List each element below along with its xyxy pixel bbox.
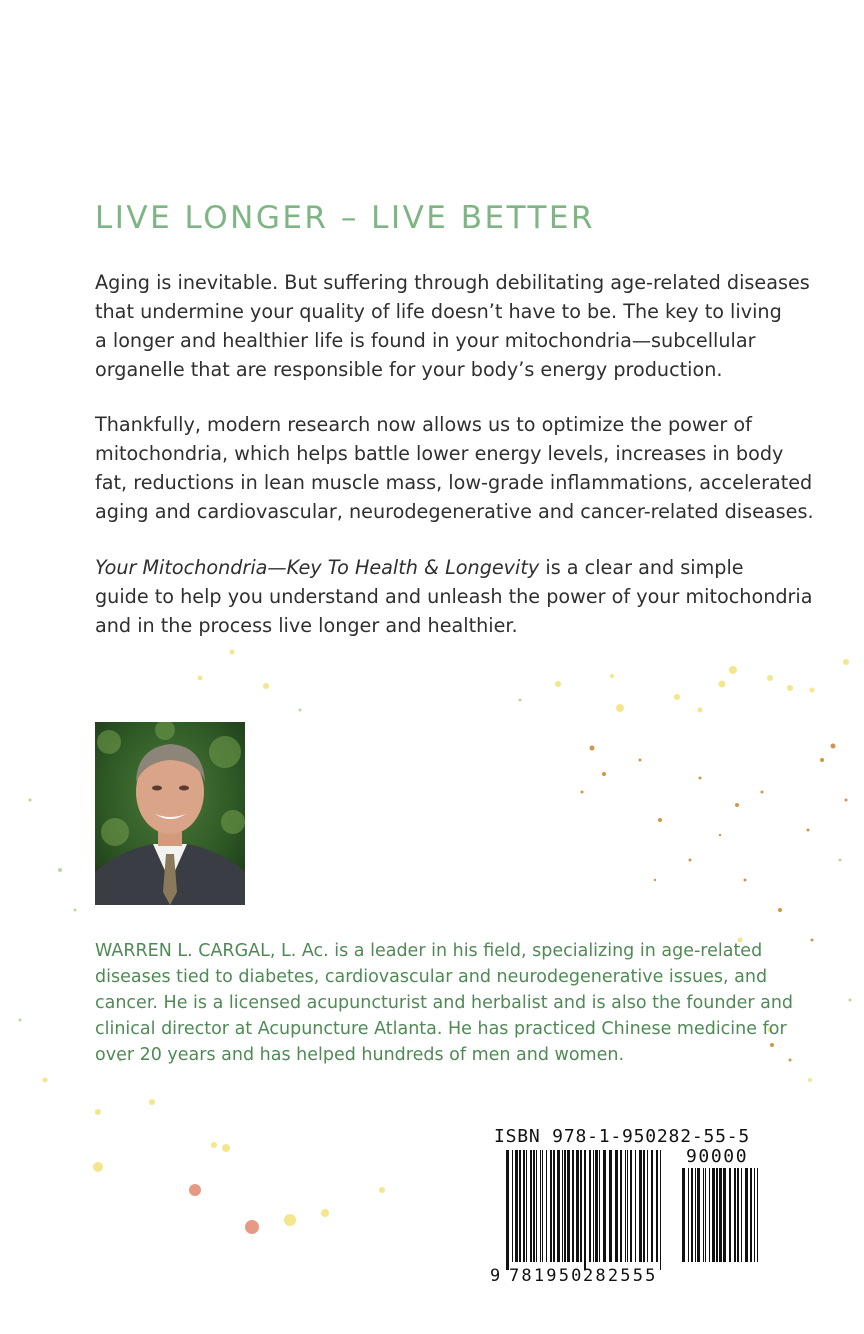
isbn-label: ISBN 978-1-950282-55-5 [494, 1126, 751, 1147]
intro-line: that undermine your quality of life doesn’t have to be. The key to living [95, 300, 782, 323]
barcode-bar [589, 1150, 591, 1262]
barcode-bar [734, 1168, 736, 1262]
barcode-bar [519, 1150, 521, 1262]
barcode-bar [635, 1150, 636, 1262]
barcode-bar [660, 1150, 661, 1270]
barcode-bar [515, 1150, 518, 1262]
barcode-bar [709, 1168, 710, 1262]
barcode-bar [688, 1168, 689, 1262]
barcode-bar [603, 1150, 606, 1262]
barcode-bar [546, 1150, 547, 1262]
tagline-heading: LIVE LONGER – LIVE BETTER [95, 200, 596, 236]
barcode-bar [712, 1168, 715, 1262]
barcode-bar [627, 1150, 628, 1262]
barcode-bar [625, 1150, 626, 1262]
barcode-bar [703, 1168, 704, 1262]
barcode-bar [639, 1150, 642, 1262]
barcode-bar [572, 1150, 574, 1262]
intro-line: organelle that are responsible for your body’s energy production. [95, 358, 723, 381]
barcode-bar [723, 1168, 726, 1262]
barcode-bar [593, 1150, 594, 1262]
intro-line: a longer and healthier life is found in your mitochondria—subcellular [95, 329, 756, 352]
summary-line: guide to help you understand and unleash the power of your mitochondria [95, 585, 813, 608]
barcode-bar [580, 1150, 582, 1262]
barcode-bar [536, 1150, 537, 1262]
research-line: Thankfully, modern research now allows us to optimize the power of [95, 413, 752, 436]
barcode-bar [542, 1150, 543, 1262]
barcode-bar [757, 1168, 758, 1262]
barcode-bar [557, 1150, 560, 1262]
barcode-bar [562, 1150, 563, 1262]
barcode-bar [523, 1150, 525, 1262]
summary-line-rest: is a clear and simple [539, 556, 744, 579]
barcode-bar [745, 1168, 748, 1262]
intro-line: Aging is inevitable. But suffering through debilitating age-related diseases [95, 271, 810, 294]
barcode-bar [697, 1168, 700, 1262]
barcode-bar [599, 1150, 600, 1262]
barcode-bar [530, 1150, 532, 1262]
barcode-bar [737, 1168, 739, 1262]
barcode-bar [656, 1150, 658, 1262]
research-line: aging and cardiovascular, neurodegenerative and cancer-related diseases. [95, 500, 814, 523]
barcode-bar [620, 1150, 622, 1262]
barcode-bar [584, 1150, 586, 1270]
barcode-bar [609, 1150, 612, 1262]
barcode-bar [651, 1150, 653, 1262]
barcode-bar [705, 1168, 706, 1262]
barcode-bar [564, 1150, 566, 1262]
bio-line: cancer. He is a licensed acupuncturist and herbalist and is also the founder and [95, 993, 794, 1013]
bio-line: over 20 years and has helped hundreds of men and women. [95, 1045, 625, 1065]
barcode-bar [695, 1168, 696, 1262]
barcode-bar [512, 1150, 513, 1262]
research-line: fat, reductions in lean muscle mass, low-grade inflammations, accelerated [95, 471, 813, 494]
barcode-bar [540, 1150, 541, 1262]
barcode-bar [716, 1168, 718, 1262]
barcode-bar [719, 1168, 722, 1262]
barcode-bar [533, 1150, 535, 1262]
barcode-bar [682, 1168, 685, 1262]
barcode-bar [741, 1168, 742, 1262]
barcode-bar [553, 1150, 555, 1262]
barcode-bar [691, 1168, 693, 1262]
barcode-bar [754, 1168, 755, 1262]
ean-first-digit: 9 [490, 1266, 501, 1286]
price-code: 90000 [686, 1146, 749, 1167]
summary-line: and in the process live longer and healthier. [95, 614, 518, 637]
research-line: mitochondria, which helps battle lower energy levels, increases in body [95, 442, 784, 465]
barcode-bar [750, 1168, 752, 1262]
barcode-bar [729, 1168, 731, 1262]
barcode-bar [567, 1150, 570, 1262]
barcode-bar [576, 1150, 579, 1262]
bio-line: diseases tied to diabetes, cardiovascular and neurodegenerative issues, and [95, 967, 768, 987]
ean-left-digits: 781950 [509, 1266, 584, 1286]
bio-line: clinical director at Acupuncture Atlanta. He has practiced Chinese medicine for [95, 1019, 787, 1039]
barcode-bar [647, 1150, 648, 1262]
barcode-bar [550, 1150, 552, 1262]
bio-line: WARREN L. CARGAL, L. Ac. is a leader in his field, specializing in age-related [95, 941, 763, 961]
barcode-bar [615, 1150, 618, 1262]
barcode-bar [506, 1150, 509, 1270]
barcode-bar [630, 1150, 632, 1262]
barcode-bar [643, 1150, 645, 1262]
ean-right-digits: 282555 [583, 1266, 658, 1286]
book-title-italic: Your Mitochondria—Key To Health & Longevity [95, 556, 540, 579]
barcode-bar [526, 1150, 527, 1262]
barcode-bar [595, 1150, 598, 1262]
